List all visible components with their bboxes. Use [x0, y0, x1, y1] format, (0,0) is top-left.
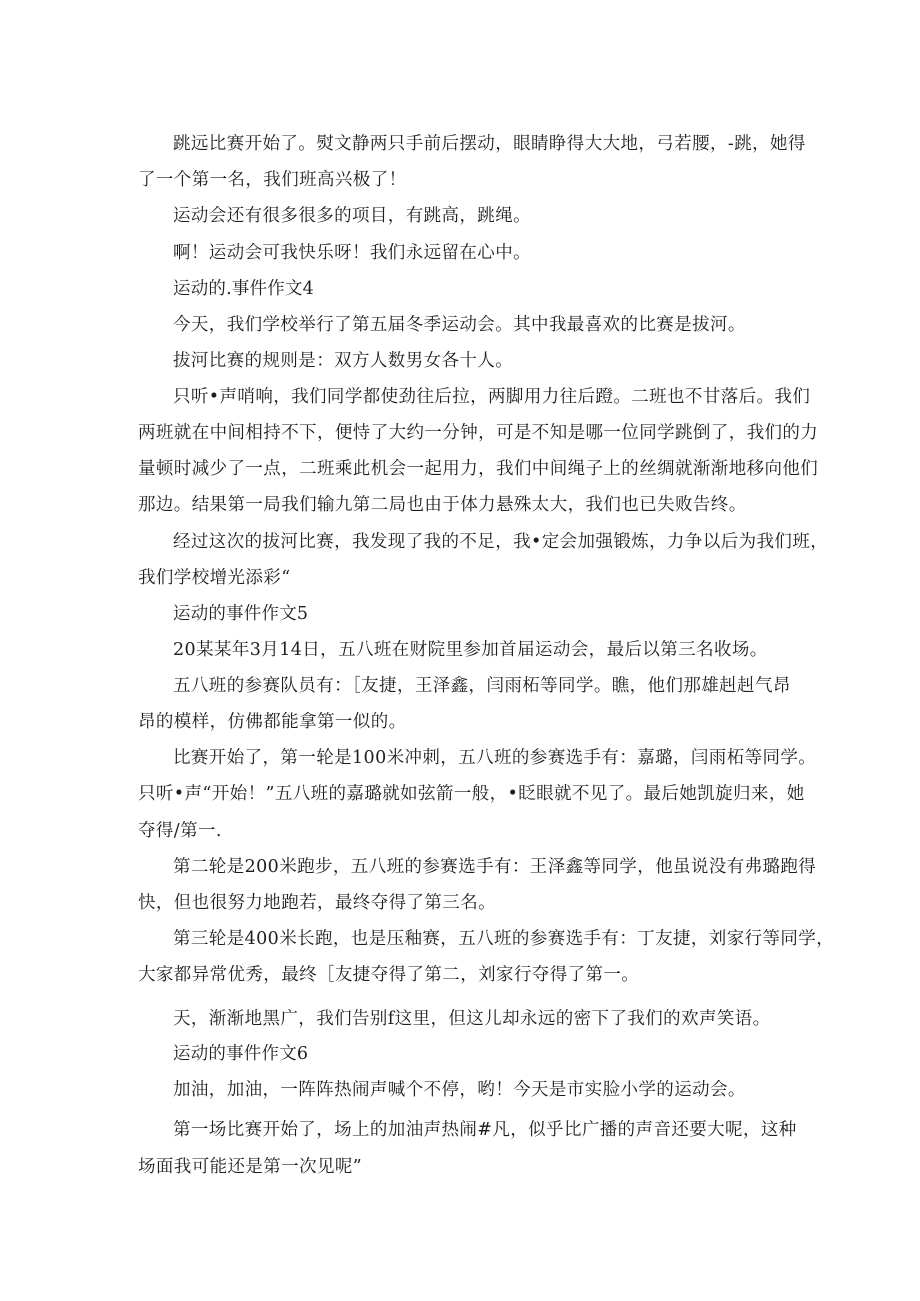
paragraph-line: 大家都异常优秀，最终［友捷夺得了第二，刘家行夺得了第一。: [138, 965, 640, 985]
paragraph-line: 经过这次的拔河比赛，我发现了我的不足，我•定会加强锻炼，力争以后为我们班，: [173, 532, 829, 552]
paragraph-line: 第一场比赛开始了，场上的加油声热闹#凡，似乎比广播的声音还要大呢，这种: [173, 1120, 797, 1140]
section-heading: 运动的.事件作文4: [173, 279, 314, 299]
paragraph-line: 那边。结果第一局我们输九第二局也由于体力悬殊太大，我们也已失败告终。: [138, 495, 747, 515]
paragraph-line: 只听•声哨响，我们同学都使劲往后拉，两脚用力往后蹬。二班也不甘落后。我们: [173, 387, 811, 407]
paragraph-line: 运动会还有很多很多的项目，有跳高，跳绳。: [173, 206, 531, 226]
paragraph-line: 今天，我们学校举行了第五届冬季运动会。其中我最喜欢的比赛是拔河。: [173, 315, 746, 335]
section-heading: 运动的事件作文6: [173, 1044, 309, 1064]
paragraph-line: 只听•声“开始！”五八班的嘉璐就如弦箭一般，•眨眼就不见了。最后她凯旋归来，她: [138, 784, 805, 804]
paragraph-line: 天，渐渐地黑广，我们告别f这里，但这儿却永远的密下了我们的欢声笑语。: [173, 1009, 771, 1029]
section-heading: 运动的事件作文5: [173, 604, 309, 624]
paragraph-line: 夺得/第一.: [138, 821, 222, 841]
paragraph-line: 两班就在中间相持不下，便恃了大约一分钟，可是不知是哪一位同学跳倒了，我们的力: [138, 423, 819, 443]
paragraph-line: 啊！运动会可我快乐呀！我们永远留在心中。: [173, 243, 531, 263]
paragraph-line: 加油，加油，一阵阵热闹声喊个不停，哟！今天是市实脸小学的运动会。: [173, 1080, 746, 1100]
paragraph-line: 量顿时减少了一点，二班乘此机会一起用力，我们中间绳子上的丝绸就渐渐地移向他们: [138, 459, 819, 479]
paragraph-line: 跳远比赛开始了。熨文静两只手前后摆动，眼睛睁得大大地，弓若腰，-跳，她得: [173, 134, 806, 154]
paragraph-line: 快，但也很努力地跑若，最终夺得了第三名。: [138, 893, 496, 913]
paragraph-line: 场面我可能还是第一次见呢”: [138, 1157, 363, 1177]
paragraph-line: 比赛开始了，第一轮是100米冲刺，五八班的参赛选手有：嘉璐，闫雨柘等同学。: [173, 748, 817, 768]
paragraph-line: 了一个第一名，我们班高兴极了！: [138, 170, 407, 190]
paragraph-line: 第三轮是400米长跑，也是压釉赛，五八班的参赛选手有：丁友捷，刘家行等同学，: [173, 929, 835, 949]
paragraph-line: 20某某年3月14日，五八班在财院里参加首届运动会，最后以第三名收场。: [173, 640, 768, 660]
paragraph-line: 第二轮是200米跑步，五八班的参赛选手有：王泽鑫等同学，他虽说没有弗璐跑得: [173, 857, 817, 877]
paragraph-line: 我们学校增光添彩“: [138, 568, 291, 588]
paragraph-line: 五八班的参赛队员有：［友捷，王泽鑫，闫雨柘等同学。瞧，他们那雄赳赳气昂: [173, 676, 791, 696]
paragraph-line: 昂的模样，仿佛都能拿第一似的。: [138, 712, 407, 732]
paragraph-line: 拔河比赛的规则是：双方人数男女各十人。: [173, 351, 514, 371]
